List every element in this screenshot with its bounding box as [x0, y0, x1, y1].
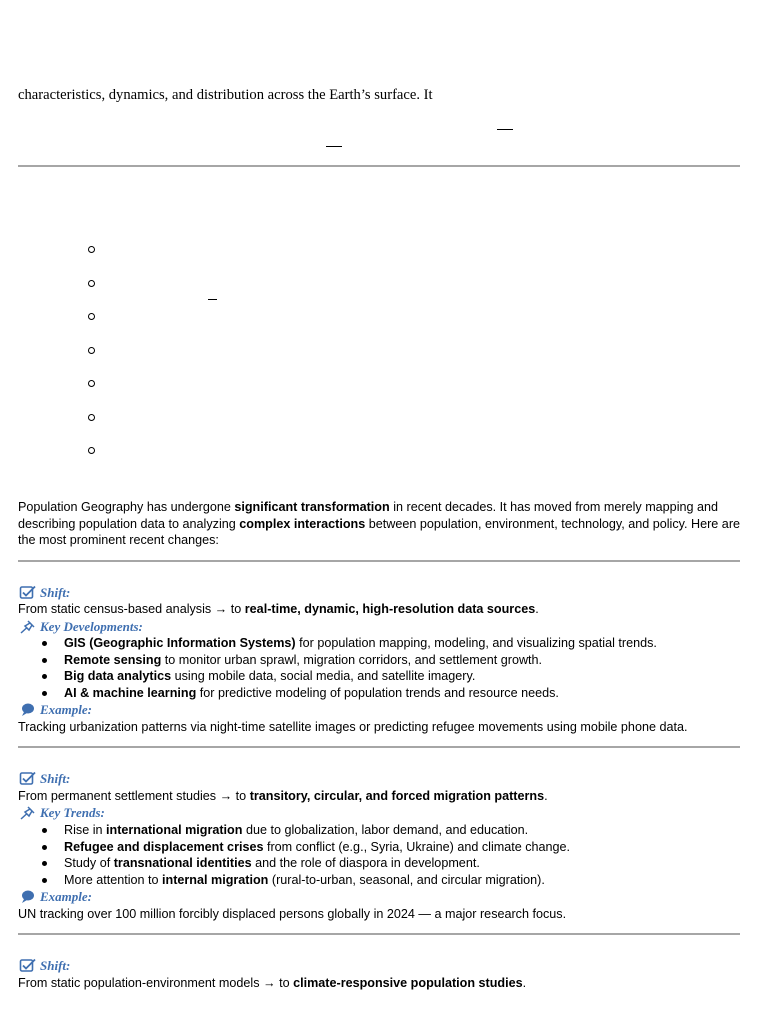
- list-bullet-empty: [88, 246, 95, 253]
- example-label: Example:: [19, 889, 92, 905]
- key-developments-label: Key Developments:: [19, 619, 143, 635]
- list-item: Refugee and displacement crises from conflict (e.g., Syria, Ukraine) and climate change.: [18, 839, 570, 856]
- list-bullet-empty: [88, 447, 95, 454]
- en-dash-mark: [208, 299, 217, 300]
- list-item: AI & machine learning for predictive modeling of population trends and resource needs.: [18, 685, 657, 702]
- key-trends-label: Key Trends:: [19, 805, 105, 821]
- divider: [18, 165, 740, 167]
- shift-text: From permanent settlement studies → to transitory, circular, and forced migration patterns.: [18, 789, 548, 803]
- list-item: Rise in international migration due to globalization, labor demand, and education.: [18, 822, 570, 839]
- key-trends-list: [18, 822, 570, 889]
- speech-bubble-icon: [19, 889, 37, 904]
- shift-label: Shift:: [19, 585, 70, 601]
- em-dash-mark: [326, 146, 342, 147]
- shift-text: From static population-environment models → to climate-responsive population studies.: [18, 976, 527, 990]
- list-item: More attention to internal migration (rural-to-urban, seasonal, and circular migration).: [18, 872, 570, 889]
- check-box-icon: [19, 771, 37, 786]
- list-item: Remote sensing to monitor urban sprawl, migration corridors, and settlement growth.: [18, 652, 657, 669]
- pushpin-icon: [19, 619, 37, 634]
- intro-line: characteristics, dynamics, and distribution across the Earth’s surface. It: [18, 87, 433, 103]
- list-bullet-empty: [88, 380, 95, 387]
- list-bullet-empty: [88, 347, 95, 354]
- example-label: Example:: [19, 702, 92, 718]
- shift-text: From static census-based analysis → to real-time, dynamic, high-resolution data sources.: [18, 602, 539, 616]
- divider: [18, 746, 740, 748]
- check-box-icon: [19, 585, 37, 600]
- example-text: Tracking urbanization patterns via night-time satellite images or predicting refugee movements using mobile phone data.: [18, 720, 688, 734]
- list-item: Study of transnational identities and the role of diaspora in development.: [18, 855, 570, 872]
- speech-bubble-icon: [19, 702, 37, 717]
- list-item: GIS (Geographic Information Systems) for population mapping, modeling, and visualizing spatial trends.: [18, 635, 657, 652]
- overview-paragraph: Population Geography has undergone significant transformation in recent decades. It has moved from merely mapping and describing population data to analyzing complex interactions between population, environment, technology, and policy. Here are the most prominent recent changes:: [18, 500, 741, 547]
- list-item: Big data analytics using mobile data, social media, and satellite imagery.: [18, 668, 657, 685]
- divider: [18, 933, 740, 935]
- list-bullet-empty: [88, 313, 95, 320]
- shift-label: Shift:: [19, 771, 70, 787]
- key-developments-list: [18, 635, 657, 702]
- divider: [18, 560, 740, 562]
- shift-label: Shift:: [19, 958, 70, 974]
- example-text: UN tracking over 100 million forcibly displaced persons globally in 2024 — a major research focus.: [18, 907, 567, 921]
- list-bullet-empty: [88, 280, 95, 287]
- pushpin-icon: [19, 805, 37, 820]
- list-bullet-empty: [88, 414, 95, 421]
- em-dash-mark: [497, 129, 513, 130]
- check-box-icon: [19, 958, 37, 973]
